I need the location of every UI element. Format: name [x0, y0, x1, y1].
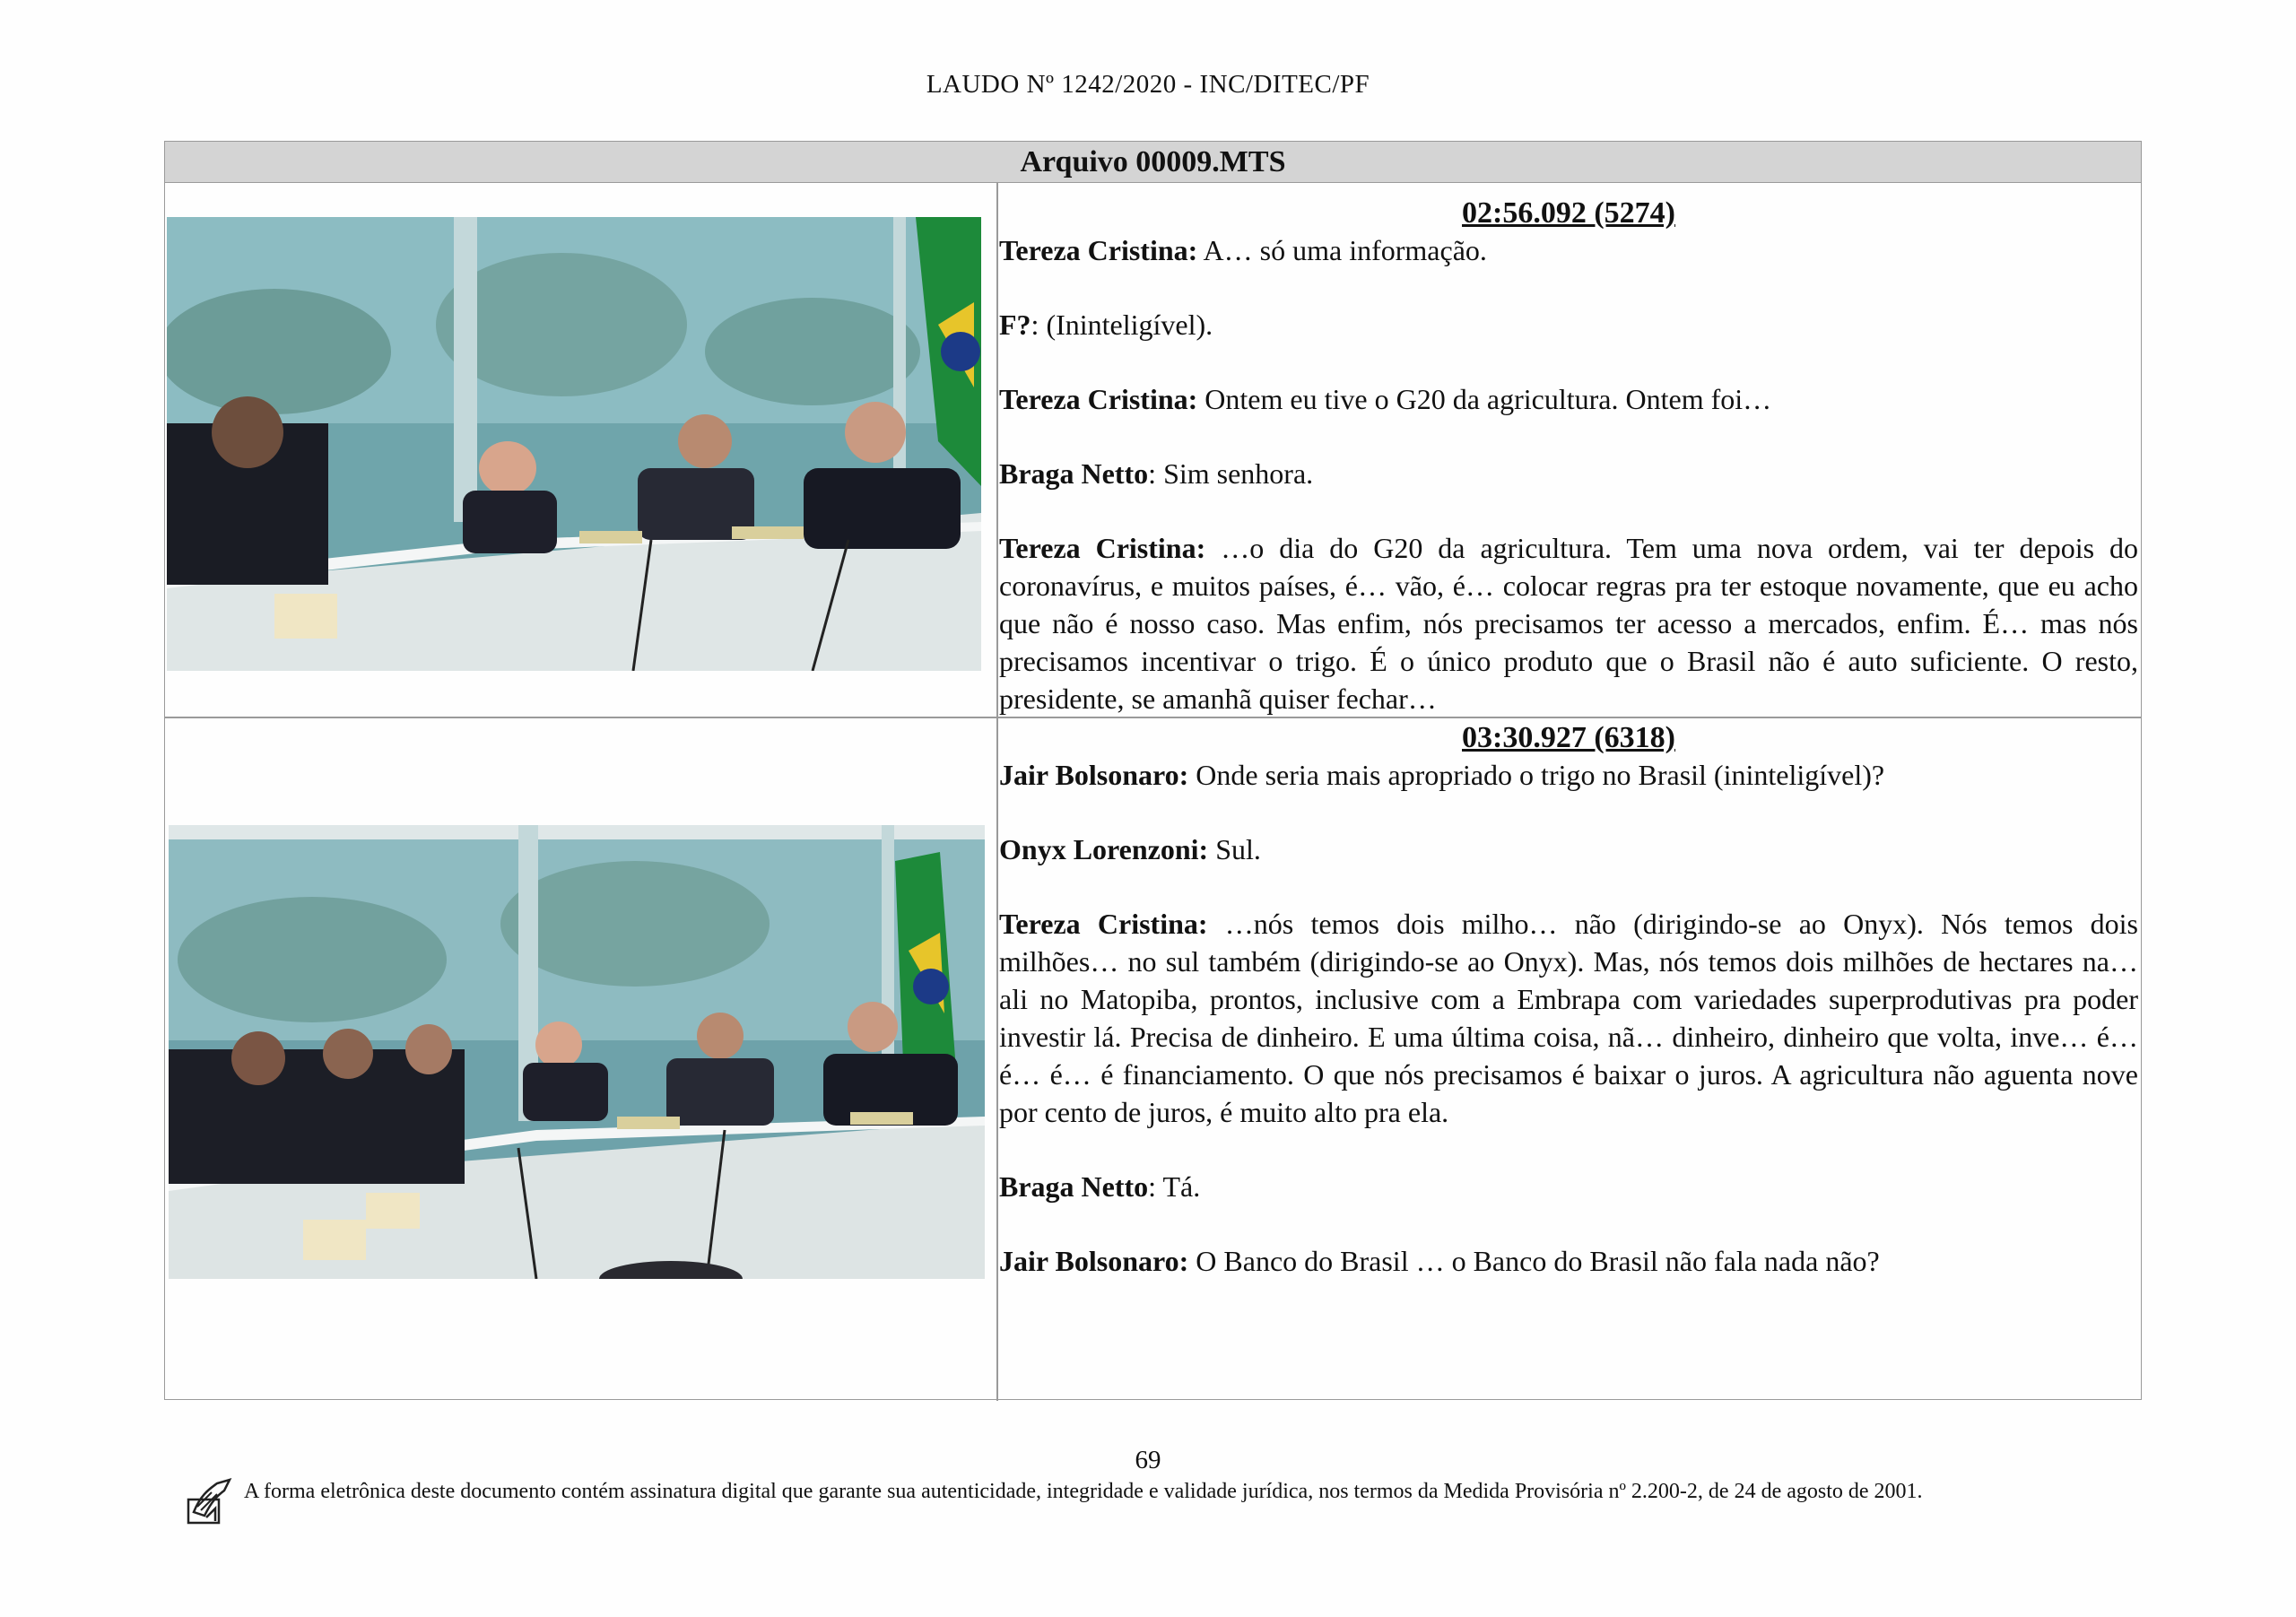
meeting-photo-2	[169, 825, 985, 1279]
speaker-name: Tereza Cristina:	[999, 532, 1206, 564]
dialogue-line	[999, 756, 2138, 794]
transcript-table	[164, 141, 2142, 1400]
speech-text: A… só uma informação.	[1197, 234, 1487, 266]
speaker-name: Jair Bolsonaro:	[999, 1245, 1189, 1277]
dialogue-line	[999, 529, 2138, 717]
speech-text: Sul.	[1208, 833, 1261, 865]
dialogue-line	[999, 455, 2138, 492]
speaker-name: Braga Netto	[999, 457, 1149, 490]
dialogue-line	[999, 905, 2138, 1131]
column-divider	[996, 183, 998, 1401]
meeting-photo-1	[167, 217, 981, 671]
page-number: 69	[1135, 1446, 1161, 1474]
dialogue-line	[999, 380, 2138, 418]
dialogue-line	[999, 1242, 2138, 1280]
speaker-name: F?	[999, 309, 1031, 341]
speaker-name: Jair Bolsonaro:	[999, 759, 1189, 791]
speech-text: : (Ininteligível).	[1031, 309, 1213, 341]
footer-text: A forma eletrônica deste documento contém assinatura digital que garante sua autenticidade, integridade e validade jurídica, nos termos da Medida Provisória nº 2.200-2, de 24 de agosto de 2001.	[244, 1480, 1923, 1503]
timestamp: 02:56.092 (5274)	[1462, 196, 1675, 230]
transcript-segment-1	[999, 196, 2138, 717]
timestamp: 03:30.927 (6318)	[1462, 721, 1675, 754]
digital-signature-icon	[185, 1476, 239, 1526]
transcript-segment-2	[999, 720, 2138, 1280]
table-title: Arquivo 00009.MTS	[165, 142, 2141, 183]
dialogue-line	[999, 306, 2138, 343]
speech-text: …nós temos dois milho… não (dirigindo-se ao Onyx). Nós temos dois milhões… no sul também (dirigindo-se ao Onyx). Mas, nós temos dois milhões de hectares na… ali no Matopiba, prontos, inclusive com a Embrapa com variedades superprodutivas pra poder investir lá. Precisa de dinheiro. E uma última coisa, nã… dinheiro, dinheiro que volta, inve… é… é… é… é financiamento. O que nós precisamos é baixar o juros. A agricultura não aguenta nove por cento de juros, é muito alto pra ela.	[999, 908, 2139, 1128]
speaker-name: Onyx Lorenzoni:	[999, 833, 1209, 865]
speech-text: …o dia do G20 da agricultura. Tem uma nova ordem, vai ter depois do coronavírus, e muitos países, é… vão, é… colocar regras pra ter estoque novamente, que eu acho que não é nosso caso. Mas enfim, nós precisamos ter acesso a mercados, enfim. É… mas nós precisamos incentivar o trigo. É o único produto que o Brasil não é auto suficiente. O resto, presidente, se amanhã quiser fechar…	[999, 532, 2139, 715]
speech-text: Ontem eu tive o G20 da agricultura. Ontem foi…	[1197, 383, 1772, 415]
dialogue-line	[999, 1168, 2138, 1205]
dialogue-line	[999, 830, 2138, 868]
document-header: LAUDO Nº 1242/2020 - INC/DITEC/PF	[926, 70, 1370, 99]
speech-text: : Tá.	[1148, 1170, 1201, 1203]
dialogue-line	[999, 231, 2138, 269]
speaker-name: Braga Netto	[999, 1170, 1149, 1203]
speech-text: : Sim senhora.	[1148, 457, 1314, 490]
speech-text: O Banco do Brasil … o Banco do Brasil não fala nada não?	[1188, 1245, 1880, 1277]
speaker-name: Tereza Cristina:	[999, 383, 1198, 415]
speaker-name: Tereza Cristina:	[999, 908, 1208, 940]
speech-text: Onde seria mais apropriado o trigo no Brasil (ininteligível)?	[1188, 759, 1885, 791]
speaker-name: Tereza Cristina:	[999, 234, 1198, 266]
